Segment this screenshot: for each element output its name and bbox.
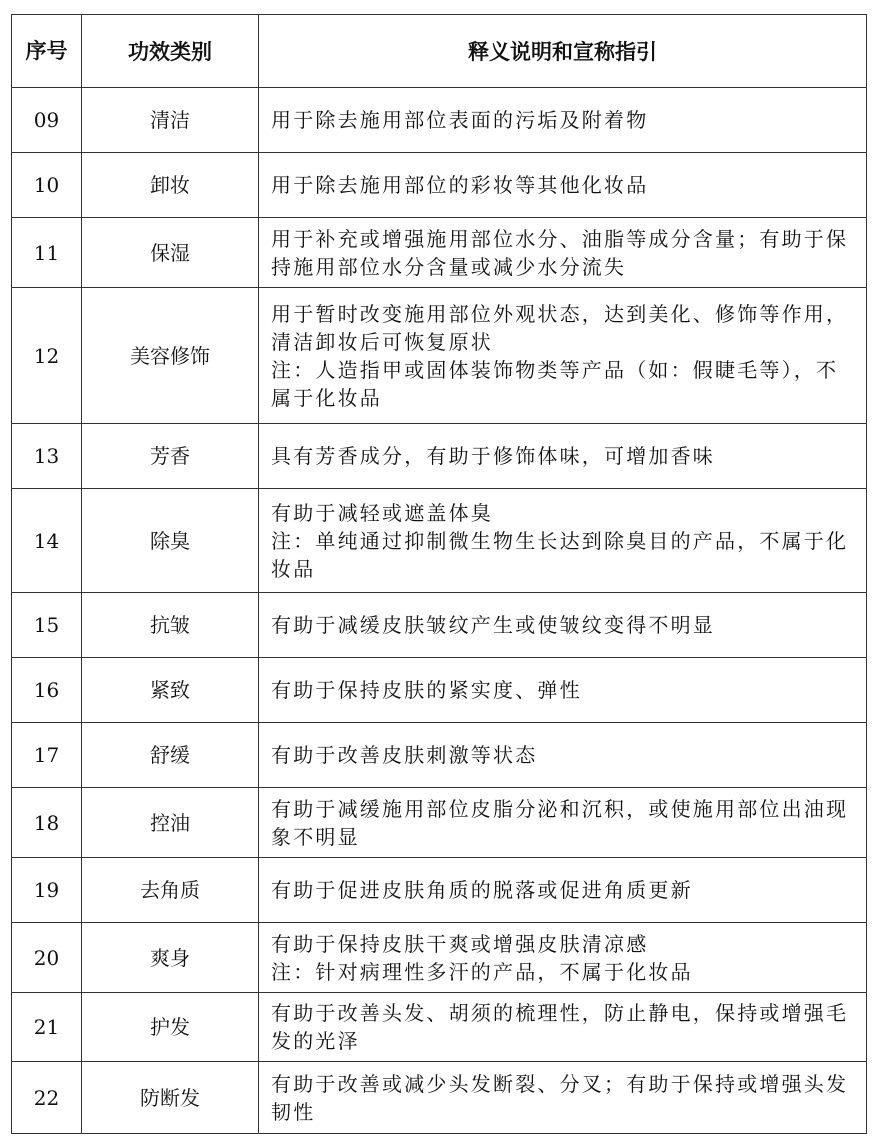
row-category: 芳香 <box>82 424 259 489</box>
row-number: 19 <box>12 858 82 923</box>
description-note: 注：单纯通过抑制微生物生长达到除臭目的产品，不属于化妆品 <box>271 528 849 581</box>
row-number: 14 <box>12 489 82 593</box>
row-number: 15 <box>12 593 82 658</box>
description-text: 用于补充或增强施用部位水分、油脂等成分含量；有助于保持施用部位水分含量或减少水分流失 <box>271 226 849 279</box>
description-text: 有助于保持皮肤的紧实度、弹性 <box>271 678 582 702</box>
description-note: 注：人造指甲或固体装饰物类等产品（如：假睫毛等），不属于化妆品 <box>271 357 839 410</box>
row-category: 去角质 <box>82 858 259 923</box>
row-description <box>259 993 867 1062</box>
row-category: 保湿 <box>82 218 259 288</box>
table-row <box>12 593 867 658</box>
row-category: 舒缓 <box>82 723 259 788</box>
description-text: 有助于促进皮肤角质的脱落或促进角质更新 <box>271 878 693 902</box>
table-row <box>12 424 867 489</box>
table-row <box>12 1062 867 1134</box>
table-row <box>12 88 867 153</box>
description-text: 有助于保持皮肤干爽或增强皮肤清凉感 <box>271 931 649 956</box>
row-category: 卸妆 <box>82 153 259 218</box>
description-text: 用于暂时改变施用部位外观状态，达到美化、修饰等作用，清洁卸妆后可恢复原状 <box>271 301 849 354</box>
table-row <box>12 723 867 788</box>
row-category: 除臭 <box>82 489 259 593</box>
row-number: 16 <box>12 658 82 723</box>
row-category: 美容修饰 <box>82 288 259 424</box>
row-category: 控油 <box>82 788 259 858</box>
row-number: 12 <box>12 288 82 424</box>
table-header-row <box>12 15 867 88</box>
description-text: 有助于改善或减少头发断裂、分叉；有助于保持或增强头发韧性 <box>271 1071 849 1124</box>
description-text: 用于除去施用部位表面的污垢及附着物 <box>271 108 649 132</box>
table-row <box>12 288 867 424</box>
row-number: 13 <box>12 424 82 489</box>
row-category: 清洁 <box>82 88 259 153</box>
row-number: 17 <box>12 723 82 788</box>
row-category: 护发 <box>82 993 259 1062</box>
row-number: 20 <box>12 923 82 993</box>
header-number: 序号 <box>12 15 82 88</box>
row-description <box>259 723 867 788</box>
description-text: 具有芳香成分，有助于修饰体味，可增加香味 <box>271 444 715 468</box>
table-body <box>12 88 867 1134</box>
description-text: 有助于减缓施用部位皮脂分泌和沉积，或使施用部位出油现象不明显 <box>271 796 849 849</box>
row-category: 抗皱 <box>82 593 259 658</box>
table-row <box>12 489 867 593</box>
row-description <box>259 923 867 993</box>
header-description: 释义说明和宣称指引 <box>259 15 867 88</box>
row-description <box>259 1062 867 1134</box>
table-row <box>12 218 867 288</box>
table-row <box>12 788 867 858</box>
table-row <box>12 858 867 923</box>
description-text: 有助于减轻或遮盖体臭 <box>271 500 493 525</box>
row-description <box>259 788 867 858</box>
row-description <box>259 489 867 593</box>
row-number: 18 <box>12 788 82 858</box>
row-description <box>259 658 867 723</box>
description-text: 有助于改善皮肤刺激等状态 <box>271 743 538 767</box>
table-row <box>12 153 867 218</box>
row-description <box>259 88 867 153</box>
row-category: 紧致 <box>82 658 259 723</box>
row-number: 09 <box>12 88 82 153</box>
row-number: 10 <box>12 153 82 218</box>
row-description <box>259 424 867 489</box>
row-category: 防断发 <box>82 1062 259 1134</box>
description-text: 用于除去施用部位的彩妆等其他化妆品 <box>271 173 649 197</box>
row-description <box>259 153 867 218</box>
row-number: 11 <box>12 218 82 288</box>
row-description <box>259 858 867 923</box>
row-description <box>259 288 867 424</box>
efficacy-table <box>11 14 867 1134</box>
table-row <box>12 923 867 993</box>
row-description <box>259 593 867 658</box>
row-category: 爽身 <box>82 923 259 993</box>
table-row <box>12 993 867 1062</box>
description-note: 注：针对病理性多汗的产品，不属于化妆品 <box>271 959 693 984</box>
description-text: 有助于改善头发、胡须的梳理性，防止静电，保持或增强毛发的光泽 <box>271 1001 849 1053</box>
row-number: 21 <box>12 993 82 1062</box>
row-description <box>259 218 867 288</box>
row-number: 22 <box>12 1062 82 1134</box>
header-category: 功效类别 <box>82 15 259 88</box>
table-row <box>12 658 867 723</box>
description-text: 有助于减缓皮肤皱纹产生或使皱纹变得不明显 <box>271 613 715 637</box>
